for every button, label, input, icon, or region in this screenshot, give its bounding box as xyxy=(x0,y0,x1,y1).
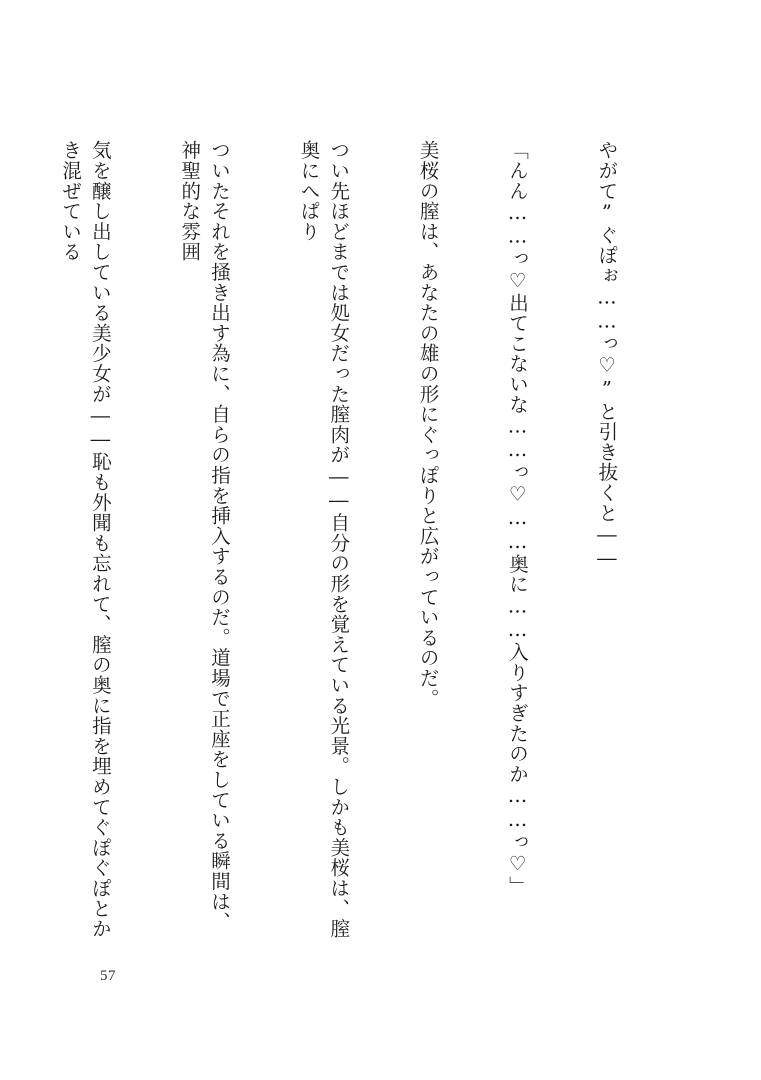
page-number: 57 xyxy=(100,968,116,984)
text-line: 美桜の膣は、あなたの雄の形にぐっぽりと広がっているのだ。 xyxy=(416,140,440,709)
text-line: つい先ほどまでは処女だった膣肉が――自分の形を覚えている光景。しかも美桜は、膣奥にへぱり xyxy=(297,140,351,939)
text-line: ついたそれを掻き出す為に、自らの指を挿入するのだ。道場で正座をしている瞬間は、神聖的な雰囲 xyxy=(178,140,232,932)
text-line: 「んん……っ♡出てこないな……っ♡……奥に……入りすぎたのか……っ♡」 xyxy=(506,140,530,896)
text-line: やがて”ぐぽぉ……っ♡”と引き抜くと―― xyxy=(595,140,619,571)
vertical-text-body xyxy=(59,140,681,940)
text-line: 気を醸し出している美少女が――恥も外聞も忘れて、膣の奥に指を埋めてぐぽぐぽとかき混ぜている xyxy=(59,140,112,939)
